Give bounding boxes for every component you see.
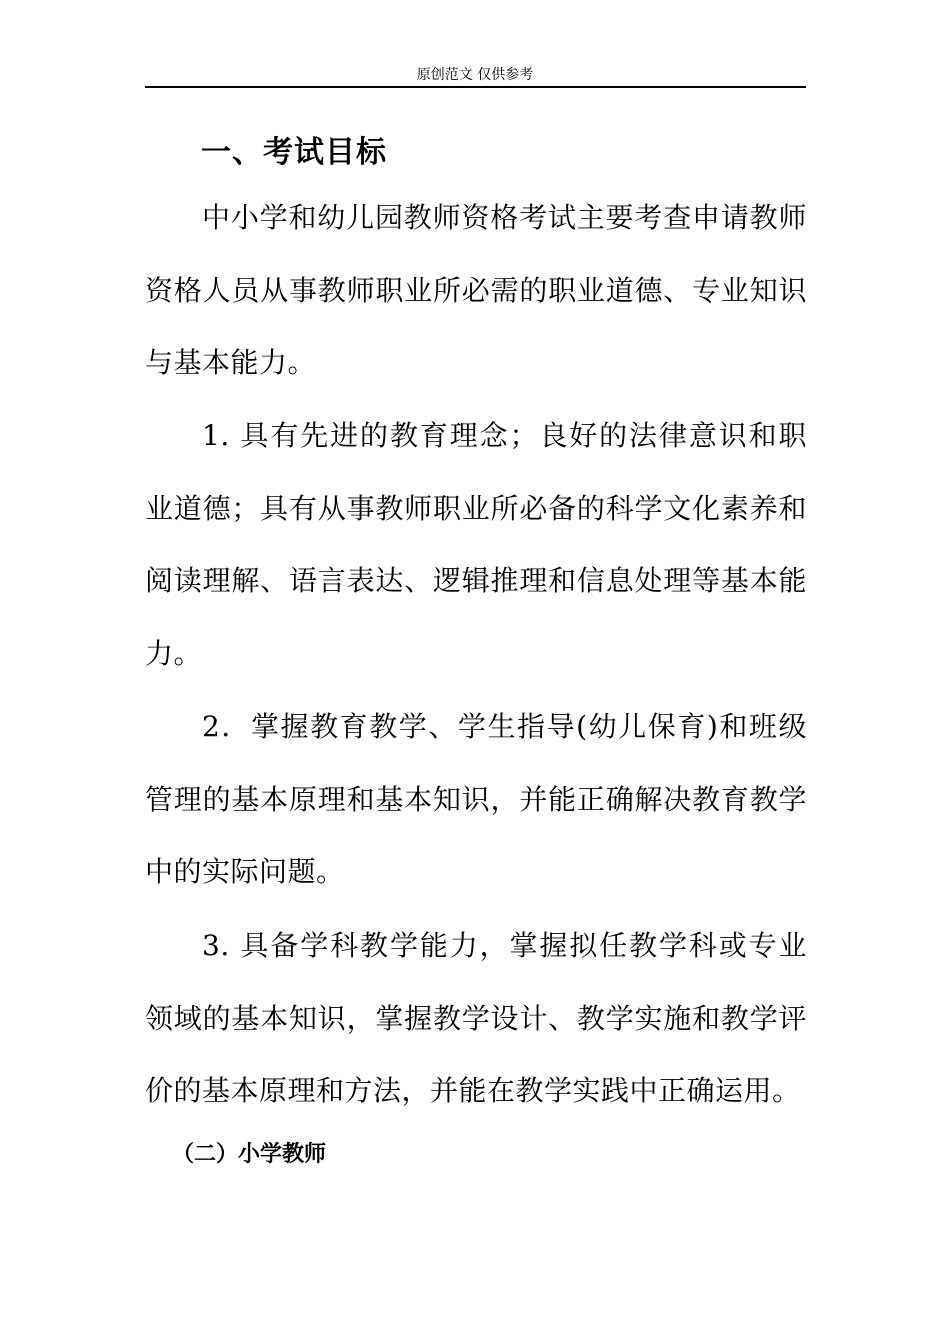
objective-item-1: 1. 具有先进的教育理念；良好的法律意识和职业道德；具有从事教师职业所必备的科学文化素养和阅读理解、语言表达、逻辑推理和信息处理等基本能力。 — [145, 419, 807, 670]
intro-paragraph: 中小学和幼儿园教师资格考试主要考查申请教师资格人员从事教师职业所必需的职业道德、专业知识与基本能力。 — [145, 201, 807, 379]
objective-item-2: 2．掌握教育教学、学生指导(幼儿保育)和班级管理的基本原理和基本知识，并能正确解决教育教学中的实际问题。 — [145, 710, 807, 888]
header-text: 原创范文 仅供参考 — [416, 67, 534, 83]
subsection-heading: （二）小学教师 — [172, 1141, 327, 1167]
header-divider — [145, 86, 806, 88]
objective-item-3: 3. 具备学科教学能力，掌握拟任教学科或专业领域的基本知识，掌握教学设计、教学实施和教学评价的基本原理和方法，并能在教学实践中正确运用。 — [145, 929, 807, 1107]
section-heading: 一、考试目标 — [201, 135, 387, 170]
